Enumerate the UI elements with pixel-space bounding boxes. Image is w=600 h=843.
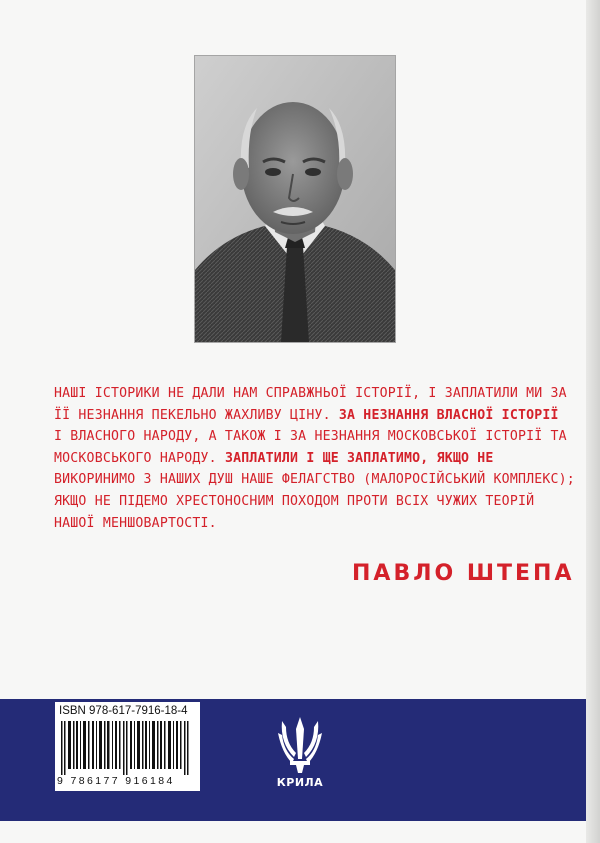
quote-line: І ВЛАСНОГО НАРОДУ, А ТАКОЖ І ЗА НЕЗНАННЯ МОСКОВСЬКОЇ ІСТОРІЇ ТА bbox=[54, 429, 567, 445]
quote-line: ЯКЩО НЕ ПІДЕМО ХРЕСТОНОСНИМ ПОХОДОМ ПРОТИ ВСІХ ЧУЖИХ ТЕОРІЙ bbox=[54, 493, 535, 509]
quote-line: НАШОЇ МЕНШОВАРТОСТІ. bbox=[54, 515, 217, 531]
quote-line: НАШІ ІСТОРИКИ НЕ ДАЛИ НАМ СПРАВЖНЬОЇ ІСТОРІЇ, І ЗАПЛАТИЛИ МИ ЗА bbox=[54, 386, 567, 401]
quote-line bbox=[54, 405, 560, 427]
quote-bold-segment: ЗА НЕЗНАННЯ ВЛАСНОЇ ІСТОРІЇ bbox=[338, 407, 559, 423]
isbn-text: ISBN 978-617-7916-18-4 bbox=[59, 705, 188, 717]
quote-segment: ЇЇ НЕЗНАННЯ ПЕКЕЛЬНО ЖАХЛИВУ ЦІНУ. bbox=[54, 407, 331, 423]
spine-edge bbox=[586, 0, 600, 843]
barcode-number: 9 786177 916184 bbox=[57, 775, 175, 787]
publisher-name: КРИЛА bbox=[276, 776, 324, 789]
quote-line bbox=[54, 448, 560, 470]
barcode-icon bbox=[61, 721, 195, 775]
author-name: ПАВЛО ШТЕПА bbox=[352, 561, 575, 586]
quote-bold-segment: ЗАПЛАТИЛИ І ЩЕ ЗАПЛАТИМО, ЯКЩО НЕ bbox=[224, 450, 494, 466]
quote-line: ВИКОРИНИМО З НАШИХ ДУШ НАШЕ ФЕЛАГСТВО (МАЛОРОСІЙСЬКИЙ КОМПЛЕКС); bbox=[54, 472, 575, 488]
quote-segment: МОСКОВСЬКОГО НАРОДУ. bbox=[54, 450, 217, 466]
quote-text bbox=[54, 383, 575, 534]
barcode-label bbox=[55, 702, 200, 791]
author-portrait bbox=[195, 56, 395, 342]
trident-wings-icon bbox=[276, 713, 324, 783]
